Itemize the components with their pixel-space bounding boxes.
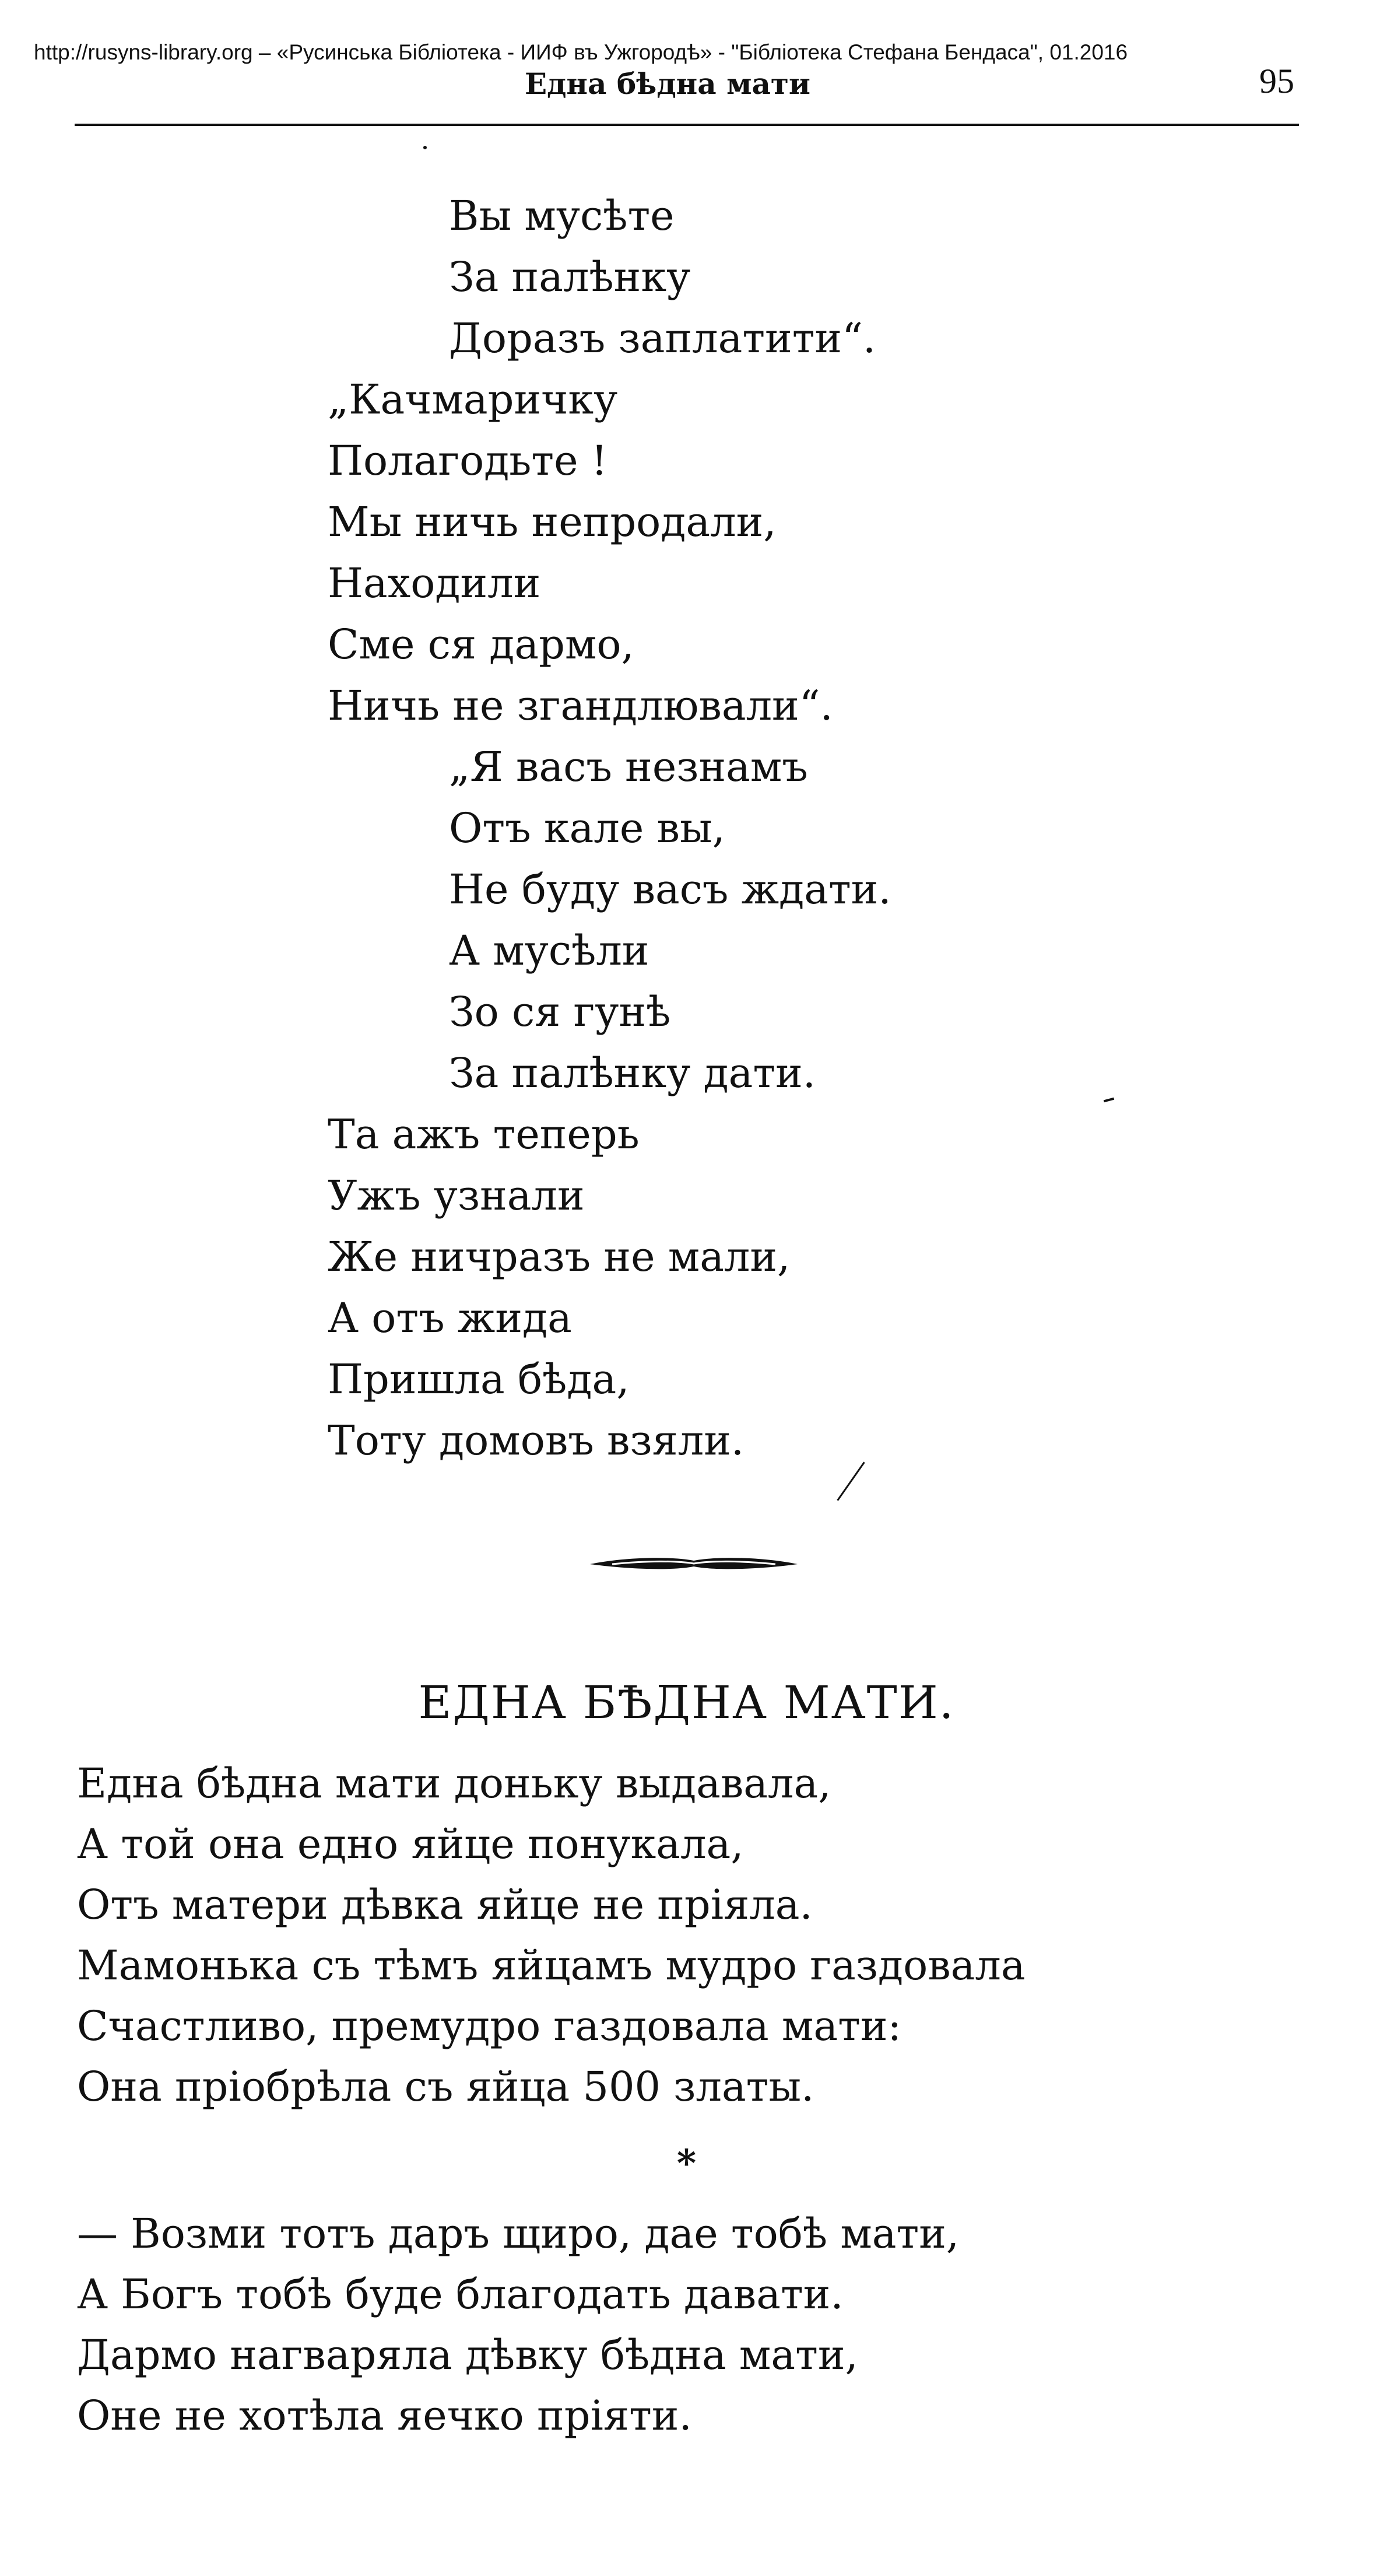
section-separator: * bbox=[676, 2142, 697, 2185]
poem-line: Вы мусѣте bbox=[449, 192, 675, 240]
poem-line: „Я васъ незнамъ bbox=[449, 743, 808, 791]
poem-line: Ничь не згандлювали“. bbox=[328, 682, 833, 730]
poem-line: Мы ничь непродали, bbox=[328, 498, 777, 546]
poem-line: Же ничразъ не мали, bbox=[328, 1233, 791, 1281]
prose-line: Отъ матери дѣвка яйце не пріяла. bbox=[77, 1881, 813, 1929]
prose-line: А той она едно яйце понукала, bbox=[77, 1820, 744, 1868]
prose-line: Оне не хотѣла яечко пріяти. bbox=[77, 2392, 692, 2440]
poem-line: Зо ся гунѣ bbox=[449, 988, 671, 1036]
poem-line: Тоту домовъ взяли. bbox=[328, 1417, 745, 1464]
prose-line: Счастливо, премудро газдовала мати: bbox=[77, 2002, 902, 2050]
poem-line: Ужъ узнали bbox=[328, 1172, 585, 1219]
poem-line: Находили bbox=[328, 559, 541, 607]
header-rule bbox=[75, 124, 1299, 126]
poem-line: Доразъ заплатити“. bbox=[449, 314, 876, 362]
poem-line: А отъ жида bbox=[328, 1294, 572, 1342]
prose-line: Она пріобрѣла съ яйца 500 златы. bbox=[77, 2063, 814, 2111]
poem-line: „Качмаричку bbox=[328, 376, 618, 423]
poem-line: За палѣнку дати. bbox=[449, 1049, 816, 1097]
prose-line: А Богъ тобѣ буде благодать давати. bbox=[77, 2270, 844, 2318]
prose-line: Дармо нагваряла дѣвку бѣдна мати, bbox=[77, 2331, 858, 2379]
poem-line: Сме ся дармо, bbox=[328, 621, 634, 668]
prose-line: Една бѣдна мати доньку выдавала, bbox=[77, 1760, 831, 1807]
prose-line: Мамонька съ тѣмъ яйцамъ мудро газдовала bbox=[77, 1941, 1026, 1989]
ink-speck bbox=[1104, 1098, 1114, 1103]
running-title: Една бѣдна мати bbox=[525, 66, 810, 101]
decorative-rule bbox=[589, 1551, 799, 1577]
prose-line: — Возми тотъ даръ щиро, дае тобѣ мати, bbox=[77, 2210, 960, 2258]
poem-line: Пришла бѣда, bbox=[328, 1355, 630, 1403]
page-number: 95 bbox=[1259, 62, 1294, 100]
poem-line: Не буду васъ ждати. bbox=[449, 865, 891, 913]
poem-line: Та ажъ теперь bbox=[328, 1110, 640, 1158]
source-attribution: http://rusyns-library.org – «Русинська Бібліотека - ИИФ въ Ужгородѣ» - "Бібліотека Стефана Бендаса", 01.2016 bbox=[34, 40, 1128, 64]
pencil-stroke bbox=[837, 1462, 865, 1501]
ink-speck bbox=[423, 146, 427, 149]
section-title: ЕДНА БѢДНА МАТИ. bbox=[418, 1677, 955, 1729]
poem-line: Отъ кале вы, bbox=[449, 804, 725, 852]
poem-line: Полагодьте ! bbox=[328, 437, 608, 485]
poem-line: За палѣнку bbox=[449, 253, 691, 301]
poem-line: А мусѣли bbox=[449, 927, 649, 975]
